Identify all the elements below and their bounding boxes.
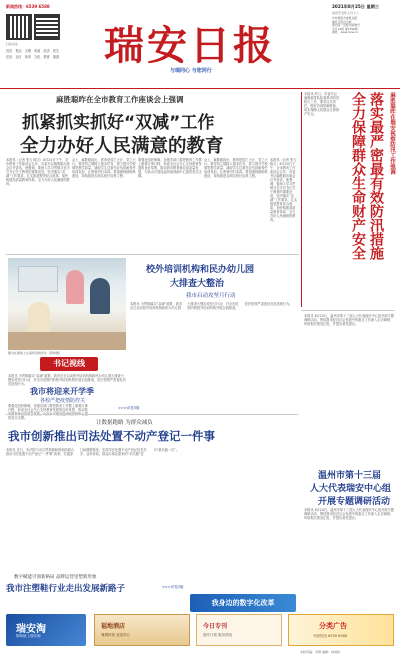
ad-ruianta-title: 瑞安淘: [16, 624, 46, 635]
lead-body-col1: 本报讯（记者 张力 陈言）8月24日下午，全市教育工作座谈会召开。市委书记麻胜聪出席会议并讲话，他强调，要深入学习贯彻习近平总书记关于教育的重要论述，坚决落实“双减”工作要求，扎实推进教育综合改革，加快构建高质量教育体系，全力办好人民满意的教育。: [6, 158, 70, 186]
ad-strip: [0, 614, 400, 648]
right-vertical-headline-a: 落实最严密最有效防汛措施: [368, 92, 384, 260]
right-story-headline-2: 人大代表瑞安中心组: [310, 484, 392, 494]
qr-code-2[interactable]: [34, 14, 60, 40]
qr-code[interactable]: [6, 14, 32, 40]
left-menu-item[interactable]: 文明: [24, 49, 32, 53]
column-body: 本报讯 为贯彻落实“双减”政策，我市近日启动校外培训机构和民办幼儿园大排查大整治攻坚月行动，对全市范围内的校外培训机构开展全面排查，依法依规严肃查处各类违规行为。: [8, 374, 126, 386]
qr-label: 扫码关注: [6, 42, 19, 46]
photo-story-subhead: 我市启动攻坚月行动: [186, 293, 236, 299]
right-vertical-kicker: 麻胜聪昨在瑞安视察防汛工作强调: [389, 92, 395, 175]
ad-hotel[interactable]: [94, 614, 190, 646]
left-menu-item[interactable]: 社区: [15, 55, 22, 59]
newspaper-title: 瑞安日报: [104, 22, 276, 69]
court-kicker: 让数据跑路 为群众减负: [96, 420, 153, 426]
masthead-divider: [0, 88, 400, 89]
issue-info-line: 网址：www.rana.cn: [332, 30, 359, 35]
right-vertical-divider: [301, 92, 302, 307]
ad-special-title: 今日专刊: [203, 623, 228, 630]
issue-info-line: 瑞安日报社出版: [332, 19, 352, 24]
footer-editor: 本版责编：李群 编辑：林雨柯: [300, 650, 340, 654]
hotline-label: 新闻热线：: [6, 4, 26, 9]
lead-headline-1: 抓紧抓实抓好“双减”工作: [22, 113, 215, 133]
left-menu-item[interactable]: 首页: [6, 49, 13, 53]
lead-headline-2: 全力办好人民满意的教育: [20, 136, 224, 157]
issue-info-lines: [332, 17, 396, 35]
left-menu-item[interactable]: 旅游: [52, 55, 60, 59]
digital-reform-label: 我身边的数字化改革: [211, 599, 275, 607]
photo-caption: 图为在课堂上认真听讲的学生（资料图）: [8, 351, 63, 355]
right-story-body: 本报讯 8月24日，温州市第十三届人大代表瑞安中心组开展专题调研活动，围绕我市经济社会发展中的重点工作深入走访调研，听取相关情况汇报，并提出意见建议。: [304, 508, 394, 520]
lead-body-col2: 会上，麻胜聪指出，教育是国之大计、党之大计。要坚持立德树人根本任务，着力提升学校课堂教学质量，减轻学生过重作业负担和校外培训负担，让教育回归本真。要加强师德师风建设，持续推进名师名校长培养工程。: [72, 158, 136, 178]
digital-reform-banner[interactable]: [190, 594, 296, 612]
bottom-kicker: 数字赋能引领新格局 品牌运营里塑新形象: [14, 575, 97, 580]
left-menu: [6, 48, 62, 59]
ad-classified[interactable]: [288, 614, 394, 646]
left-menu-item[interactable]: 民生: [52, 49, 60, 53]
hotline: [6, 4, 50, 10]
news-photo[interactable]: [8, 258, 126, 350]
lead-body-col4: 会上，麻胜聪指出，教育是国之大计、党之大计。要坚持立德树人根本任务，着力提升学校课堂教学质量，减轻学生过重作业负担和校外培训负担，让教育回归本真。要加强师德师风建设，持续推进名师名校长培养工程。: [204, 158, 268, 178]
column-badge: [40, 357, 98, 371]
court-body: 本报讯 近日，市法院与市自然资源和规划局联合推出司法处置不动产登记“一件事”改革，打通部门间数据壁垒，实现司法处置不动产登记信息共享、业务协同，群众办事由原来的“多次跑”变为“最多跑一次”。: [6, 448, 180, 456]
court-divider: [6, 414, 298, 415]
issue-info-line: 今日12版 第7390期: [332, 26, 358, 31]
ad-classified-sub: 刊登热线 6539 6588: [313, 634, 348, 638]
masthead: [0, 0, 400, 90]
ad-special-sub: 瑞安日报 服务热线: [203, 633, 233, 637]
photo-story-headline-2: 大排查大整治: [170, 279, 225, 289]
ad-hotel-title: 福地酒店: [101, 623, 126, 630]
lead-kicker: 麻胜聪昨在全市教育工作座谈会上强调: [56, 95, 184, 104]
issue-info: [332, 4, 396, 35]
lead-body-col3: 要强化组织保障，各级各部门要把教育工作摆上重要议事日程，形成全社会关心支持教育发展的良好氛围，推动我市教育事业高质量发展，为高水平建设温州南部副中心提供坚实支撑。: [138, 158, 202, 178]
photo-story-headline: 校外培训机构和民办幼儿园: [146, 265, 255, 275]
left-menu-item[interactable]: 观点: [15, 49, 22, 53]
court-headline: 我市创新推出司法处置不动产登记一件事: [8, 429, 215, 443]
column-headline: 我市将迎来开学季: [30, 387, 94, 396]
column-jump-link[interactable]: >>>详见3版: [118, 406, 140, 410]
left-menu-item[interactable]: 文化: [34, 55, 41, 59]
right-story-headline-3: 开展专题调研活动: [318, 497, 391, 507]
column-subhead: 各校严把疫情防控关: [40, 398, 86, 404]
lunar-date: 农历辛丑年七月十八: [332, 11, 360, 15]
bottom-jump-link[interactable]: >>>详见2版: [162, 585, 184, 589]
column-body-2: 要强化组织保障，各级各部门要把教育工作摆上重要议事日程，形成全社会关心支持教育发展的良好氛围，推动我 供坚实支撑。: [8, 404, 88, 420]
left-menu-item[interactable]: 时政: [34, 49, 41, 53]
right-story-divider: [301, 310, 395, 311]
right-vertical-body: 本报讯 昨日，市委书记麻胜聪带队检查我市防汛防台工作，要求压实责任，做好各项防御准备，切实保障人民群众生命财产安全。: [304, 92, 340, 116]
left-menu-item[interactable]: 经济: [43, 49, 50, 53]
ad-ruianta-sub: 购物就上瑞安淘: [16, 634, 41, 638]
photo-story: [6, 254, 299, 255]
photo-story-body: 本报讯 为贯彻落实“双减”政策，我市近日启动校外培训机构和民办幼儿园大排查大整治攻坚月行动，对全市范围内的校外培训机构开展全面排查，依法依规严肃查处各类违规行为。: [130, 302, 293, 310]
issue-weekday: 星期三: [366, 4, 380, 9]
right-vertical-headline-b: 全力保障群众生命财产安全: [350, 92, 366, 260]
ad-special[interactable]: [196, 614, 282, 646]
left-menu-item[interactable]: 体育: [24, 55, 32, 59]
left-menu-item[interactable]: 法治: [6, 55, 13, 59]
bottom-headline: 我市注塑鞋行业走出发展新路子: [6, 584, 126, 594]
right-story-headline-1: 温州市第十三届: [318, 471, 382, 481]
ad-hotel-sub: 暑期特惠 欢迎预订: [101, 633, 131, 637]
column-badge-label: 书记视线: [53, 359, 85, 368]
masthead-slogan: 与瑞同心 与您同行: [170, 68, 212, 74]
left-menu-item[interactable]: 教育: [43, 55, 50, 59]
hotline-number: 6539 6588: [26, 4, 50, 9]
issue-info-line: 中共瑞安市委机关报: [332, 16, 358, 20]
right-vertical-story: [304, 92, 398, 306]
right-story-top-body: 本报讯 8月24日，温州市第十三届人大代表瑞安中心组开展专题调研活动，围绕我市经济社会发展中的重点工作深入走访调研，听取相关情况汇报，并提出意见建议。: [304, 314, 394, 326]
ad-classified-title: 分类广告: [319, 622, 347, 630]
lead-body-col5: 本报讯（记者 张力 陈言）8月24日下午，全市教育工作座谈会召开。市委书记麻胜聪出席会议并讲话，他强调，要深入学习贯彻习近平总书记关于教育的重要论述，坚决落实“双减”工作要求，扎实推进教育综合改革，加快构建高质量教育体系，全力办好人民满意的教育。: [270, 158, 298, 222]
issue-date: 2021年8月25日: [332, 4, 365, 9]
issue-info-line: 国内统一连续出版物号: [332, 23, 360, 28]
ad-ruianta[interactable]: [6, 614, 86, 646]
